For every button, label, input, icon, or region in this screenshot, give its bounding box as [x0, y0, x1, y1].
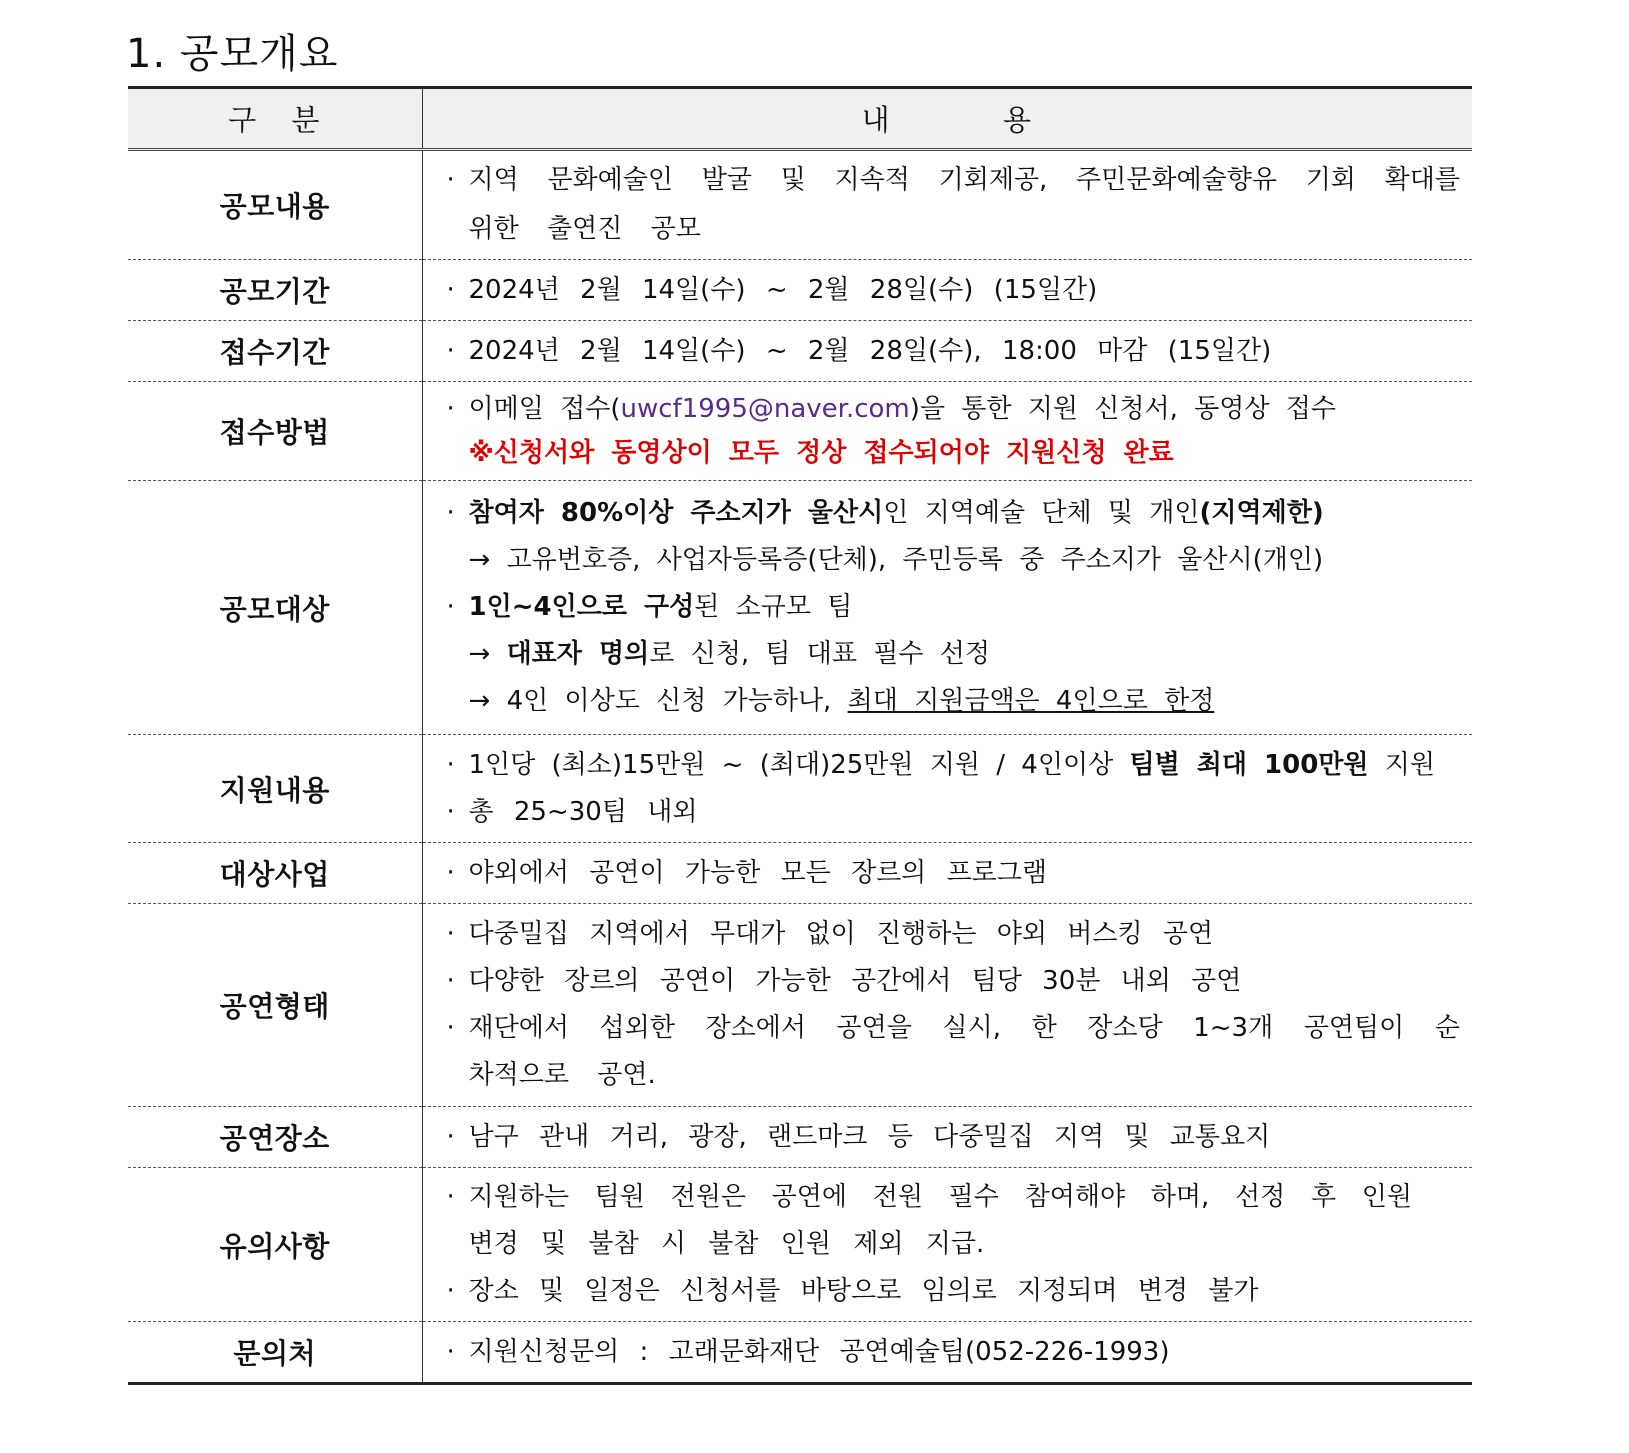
row-content-venue	[422, 1107, 1472, 1168]
header-content: 내 용	[422, 88, 1472, 150]
row-label-period: 공모기간	[128, 260, 422, 321]
target-region-limit: (지역제한)	[1199, 498, 1324, 528]
table-row	[128, 1107, 1472, 1168]
venue-line: 남구 관내 거리, 광장, 랜드마크 등 다중밀집 지역 및 교통요지	[468, 1121, 1271, 1152]
table-row	[128, 1322, 1472, 1384]
bullet-icon: ·	[446, 919, 455, 949]
bullet-icon: ·	[446, 857, 455, 888]
form-line-2: 다양한 장르의 공연이 가능한 공간에서 팀당 30분 내외 공연	[468, 966, 1242, 996]
row-label-content: 공모내용	[128, 150, 422, 260]
contact-line: 지원신청문의 : 고래문화재단 공연예술팀(052-226-1993)	[468, 1336, 1170, 1367]
row-label-target: 공모대상	[128, 481, 422, 735]
method-text-post: )을 통한 지원 신청서, 동영상 접수	[909, 394, 1336, 424]
bullet-icon: ·	[446, 1276, 455, 1306]
row-content-project	[422, 843, 1472, 904]
bullet-icon: ·	[446, 165, 455, 195]
row-content-content	[422, 150, 1472, 260]
table-row	[128, 321, 1472, 382]
row-label-project: 대상사업	[128, 843, 422, 904]
row-label-contact: 문의처	[128, 1322, 422, 1384]
row-label-venue: 공연장소	[128, 1107, 422, 1168]
bullet-icon: ·	[446, 592, 455, 622]
row-label-method: 접수방법	[128, 382, 422, 481]
row-label-receipt-period: 접수기간	[128, 321, 422, 382]
bullet-icon: ·	[446, 1121, 455, 1152]
table-header-row	[128, 88, 1472, 150]
target-sub-1: 고유번호증, 사업자등록증(단체), 주민등록 중 주소지가 울산시(개인)	[506, 545, 1324, 575]
row-label-notes: 유의사항	[128, 1168, 422, 1322]
method-text-pre: 이메일 접수(	[468, 394, 621, 424]
table-row	[128, 904, 1472, 1107]
bullet-icon: ·	[446, 1182, 455, 1212]
page-title: 1. 공모개요	[126, 31, 339, 77]
row-content-period	[422, 260, 1472, 321]
row-content-support	[422, 735, 1472, 843]
content-line: 지역 문화예술인 발굴 및 지속적 기회제공, 주민문화예술향유 기회 확대를 위한 출연진 공모	[468, 165, 1460, 244]
arrow-icon: →	[468, 545, 491, 575]
target-sub-2-text: 로 신청, 팀 대표 필수 선정	[649, 639, 990, 669]
form-line-3: 재단에서 섭외한 장소에서 공연을 실시, 한 장소당 1~3개 공연팀이 순차적으로 공연.	[468, 1013, 1460, 1090]
support-tail: 지원	[1368, 749, 1436, 780]
row-content-form	[422, 904, 1472, 1107]
bullet-icon: ·	[446, 966, 455, 996]
target-bold-2: 1인~4인으로 구성	[468, 592, 695, 622]
bullet-icon: ·	[446, 749, 455, 780]
bullet-icon: ·	[446, 1336, 455, 1367]
project-line: 야외에서 공연이 가능한 모든 장르의 프로그램	[468, 857, 1048, 888]
notes-line-2: 장소 및 일정은 신청서를 바탕으로 임의로 지정되며 변경 불가	[468, 1276, 1259, 1306]
row-label-support: 지원내용	[128, 735, 422, 843]
bullet-icon: ·	[446, 1013, 455, 1043]
period-line: 2024년 2월 14일(수) ~ 2월 28일(수) (15일간)	[468, 274, 1098, 305]
table-row	[128, 260, 1472, 321]
bullet-icon: ·	[446, 498, 455, 528]
target-sub-2-bold: 대표자 명의	[506, 639, 650, 669]
row-content-method	[422, 382, 1472, 481]
row-label-form: 공연형태	[128, 904, 422, 1107]
row-content-notes	[422, 1168, 1472, 1322]
bullet-icon: ·	[446, 796, 455, 827]
target-text-1: 인 지역예술 단체 및 개인	[883, 498, 1200, 528]
overview-table	[128, 86, 1472, 1385]
email-address: uwcf1995@naver.com	[620, 394, 910, 424]
bullet-icon: ·	[446, 335, 455, 366]
arrow-icon: →	[468, 686, 491, 716]
target-sub-3-underline: 최대 지원금액은 4인으로 한정	[847, 686, 1215, 716]
arrow-icon: →	[468, 639, 491, 669]
table-row	[128, 481, 1472, 735]
bullet-icon: ·	[446, 274, 455, 305]
table-row	[128, 150, 1472, 260]
form-line-1: 다중밀집 지역에서 무대가 없이 진행하는 야외 버스킹 공연	[468, 919, 1214, 949]
target-text-2: 된 소규모 팀	[694, 592, 853, 622]
bullet-icon: ·	[446, 394, 455, 424]
table-row	[128, 735, 1472, 843]
notes-line-1: 지원하는 팀원 전원은 공연에 전원 필수 참여해야 하며, 선정 후 인원 변경 및 불참 시 불참 인원 제외 지급.	[468, 1182, 1412, 1259]
row-content-target	[422, 481, 1472, 735]
row-content-receipt-period	[422, 321, 1472, 382]
target-sub-3-text: 4인 이상도 신청 가능하나,	[506, 686, 848, 716]
support-text-2: 총 25~30팀 내외	[468, 796, 698, 827]
method-warning-note: ※신청서와 동영상이 모두 정상 접수되어야 지원신청 완료	[468, 438, 1174, 468]
support-bold: 팀별 최대 100만원	[1129, 749, 1369, 780]
row-content-contact	[422, 1322, 1472, 1384]
target-bold-1: 참여자 80%이상 주소지가 울산시	[468, 498, 884, 528]
receipt-period-line: 2024년 2월 14일(수) ~ 2월 28일(수), 18:00 마감 (15일간)	[468, 335, 1272, 366]
header-category: 구 분	[128, 88, 422, 150]
table-row	[128, 382, 1472, 481]
support-text-1: 1인당 (최소)15만원 ~ (최대)25만원 지원 / 4인이상	[468, 749, 1130, 780]
table-row	[128, 1168, 1472, 1322]
table-row	[128, 843, 1472, 904]
